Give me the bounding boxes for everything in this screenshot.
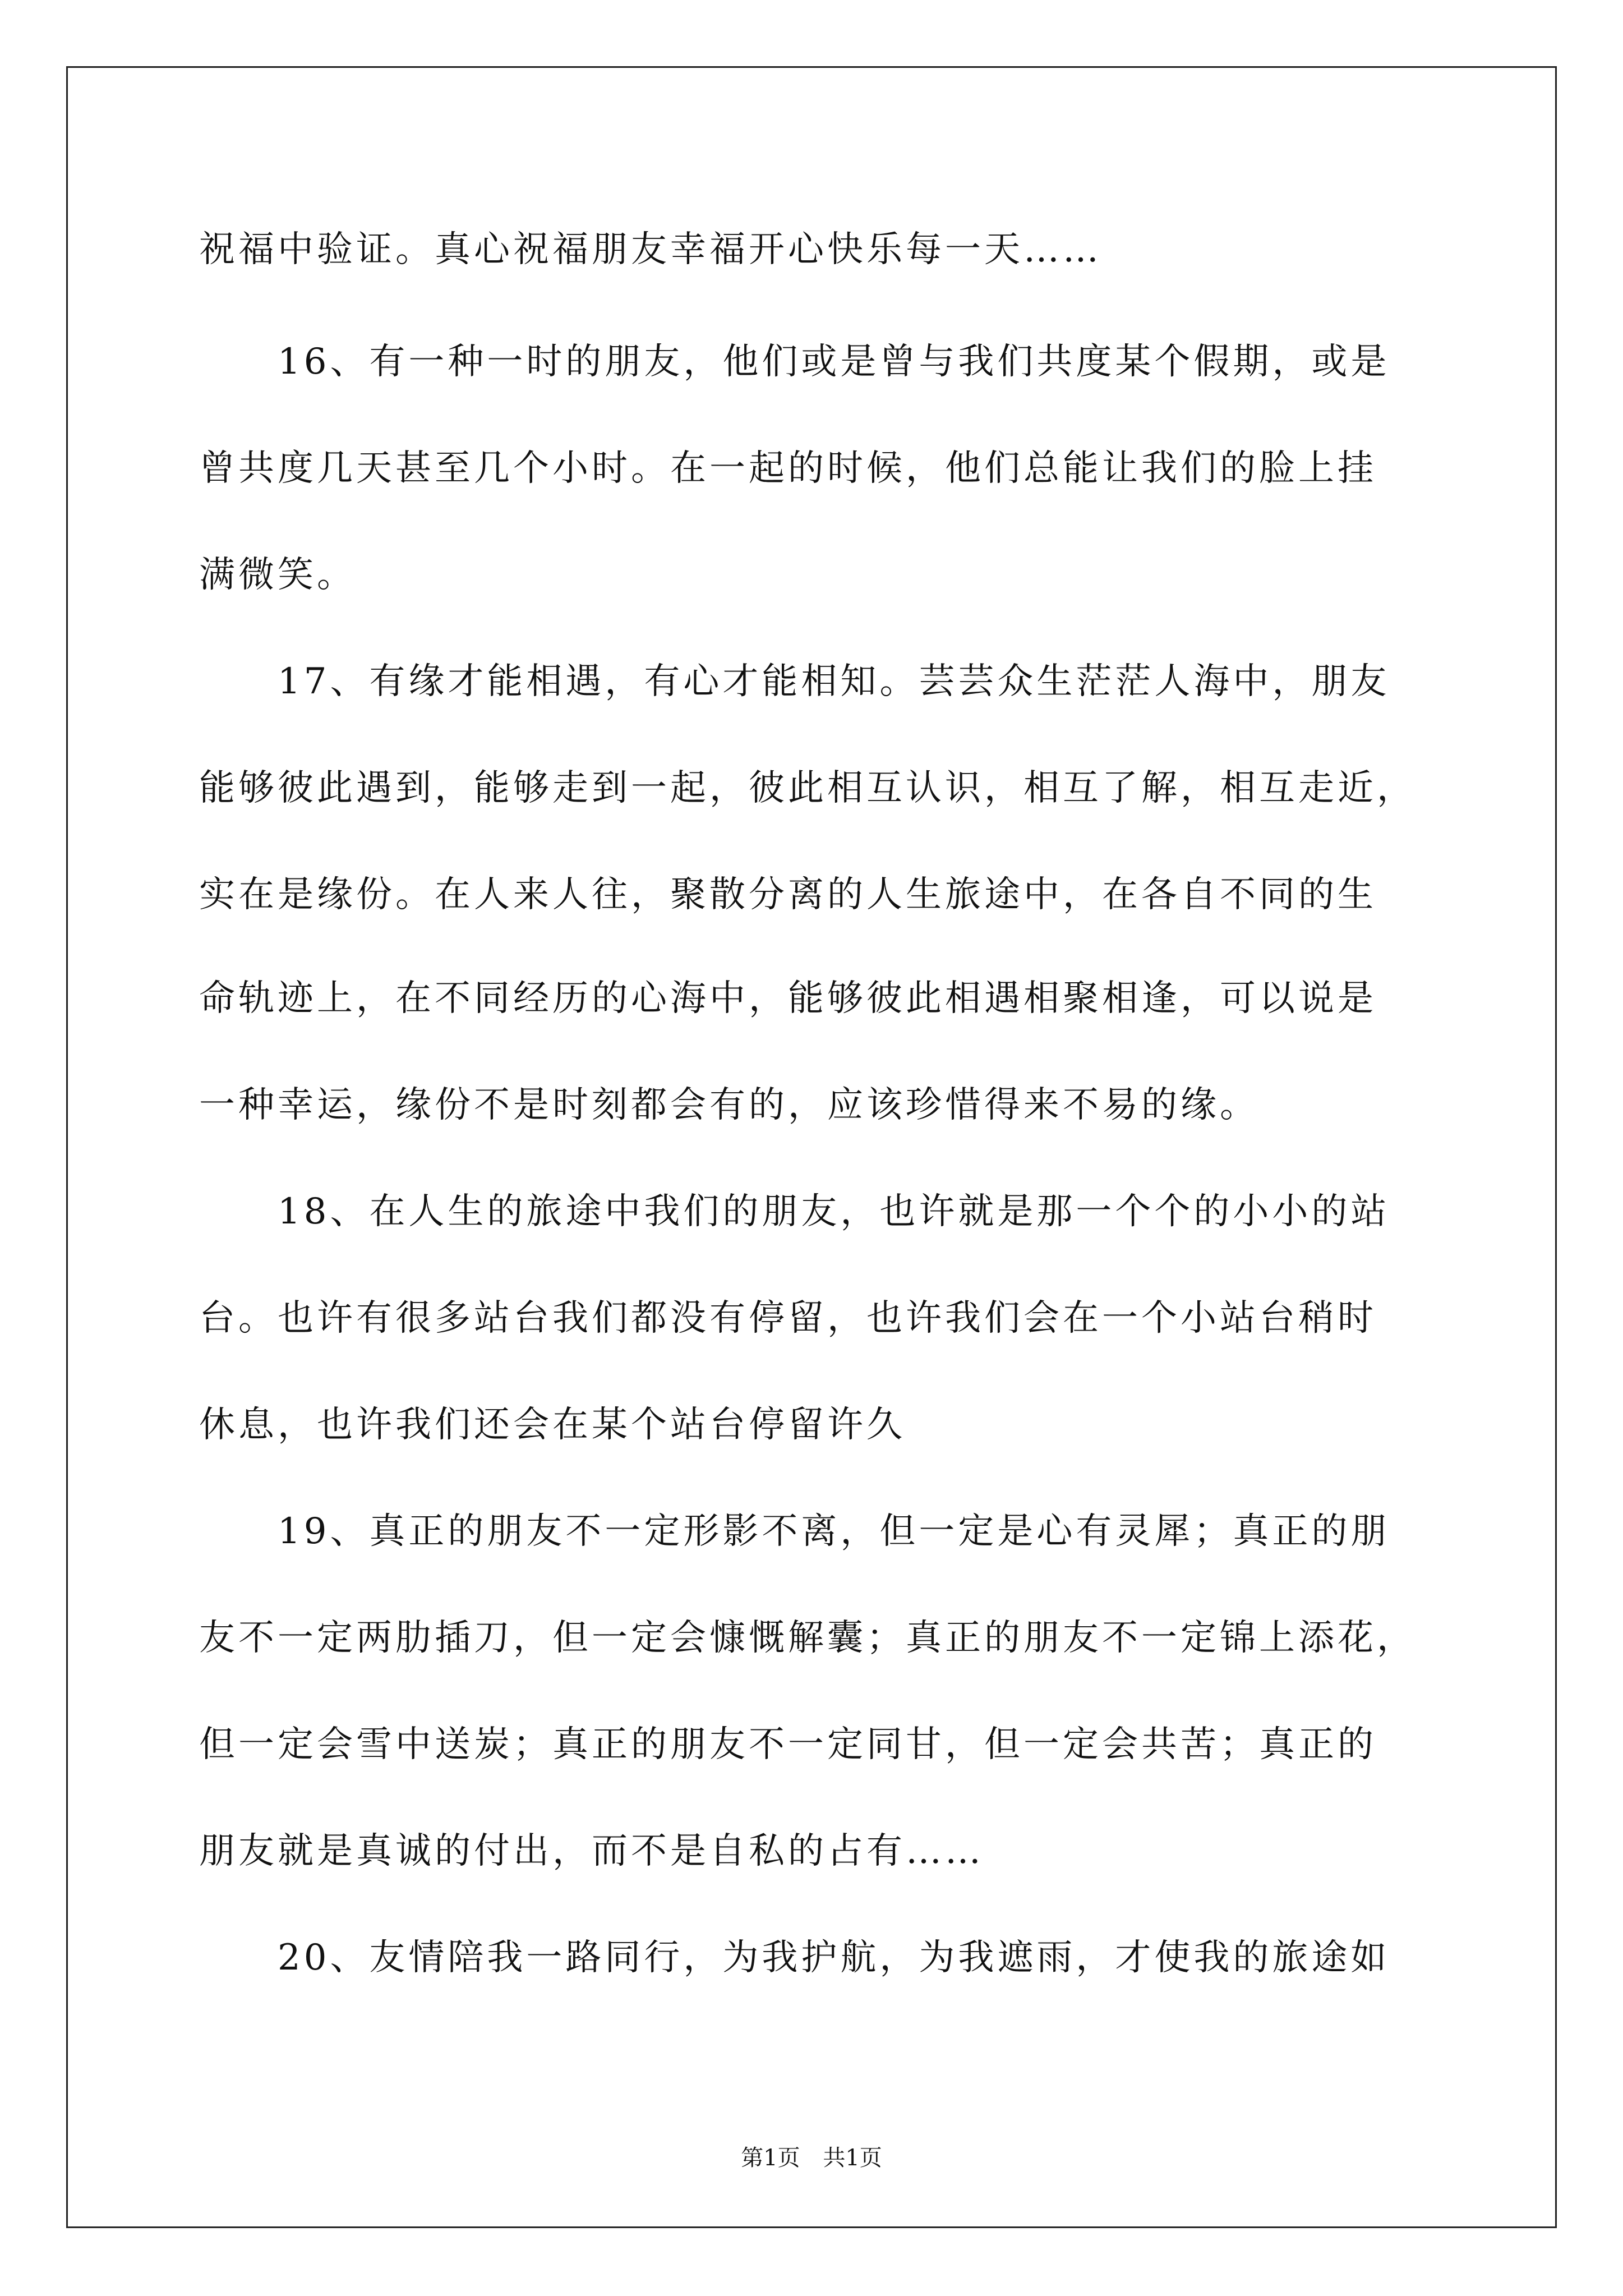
paragraph-17-line-1: 17、有缘才能相遇，有心才能相知。芸芸众生茫茫人海中，朋友: [278, 661, 1390, 702]
text-line: 台。也许有很多站台我们都没有停留，也许我们会在一个小站台稍时: [199, 1297, 1377, 1339]
text-line: 友不一定两肋插刀，但一定会慷慨解囊；真正的朋友不一定锦上添花，: [199, 1617, 1416, 1659]
paragraph-19-line-1: 19、真正的朋友不一定形影不离，但一定是心有灵犀；真正的朋: [278, 1511, 1390, 1552]
text-line: 祝福中验证。真心祝福朋友幸福开心快乐每一天……: [199, 229, 1102, 270]
page-footer: [0, 2144, 1623, 2172]
page-number: 第1页: [741, 2145, 800, 2171]
text-line: 朋友就是真诚的付出，而不是自私的占有……: [199, 1830, 984, 1872]
text-line: 能够彼此遇到，能够走到一起，彼此相互认识，相互了解，相互走近，: [199, 767, 1416, 809]
page-border: [66, 66, 1557, 2228]
text-line: 曾共度几天甚至几个小时。在一起的时候，他们总能让我们的脸上挂: [199, 448, 1377, 489]
paragraph-20-line-1: 20、友情陪我一路同行，为我护航，为我遮雨，才使我的旅途如: [278, 1937, 1390, 1978]
text-line: 休息，也许我们还会在某个站台停留许久: [199, 1404, 906, 1446]
text-line: 一种幸运，缘份不是时刻都会有的，应该珍惜得来不易的缘。: [199, 1084, 1259, 1126]
text-line: 命轨迹上，在不同经历的心海中，能够彼此相遇相聚相逢，可以说是: [199, 978, 1377, 1019]
paragraph-16-line-1: 16、有一种一时的朋友，他们或是曾与我们共度某个假期，或是: [278, 341, 1390, 383]
text-line: 但一定会雪中送炭；真正的朋友不一定同甘，但一定会共苦；真正的: [199, 1724, 1377, 1765]
text-line: 满微笑。: [199, 554, 356, 596]
page-total: 共1页: [823, 2145, 882, 2171]
text-line: 实在是缘份。在人来人往，聚散分离的人生旅途中，在各自不同的生: [199, 874, 1377, 915]
paragraph-18-line-1: 18、在人生的旅途中我们的朋友，也许就是那一个个的小小的站: [278, 1191, 1390, 1232]
